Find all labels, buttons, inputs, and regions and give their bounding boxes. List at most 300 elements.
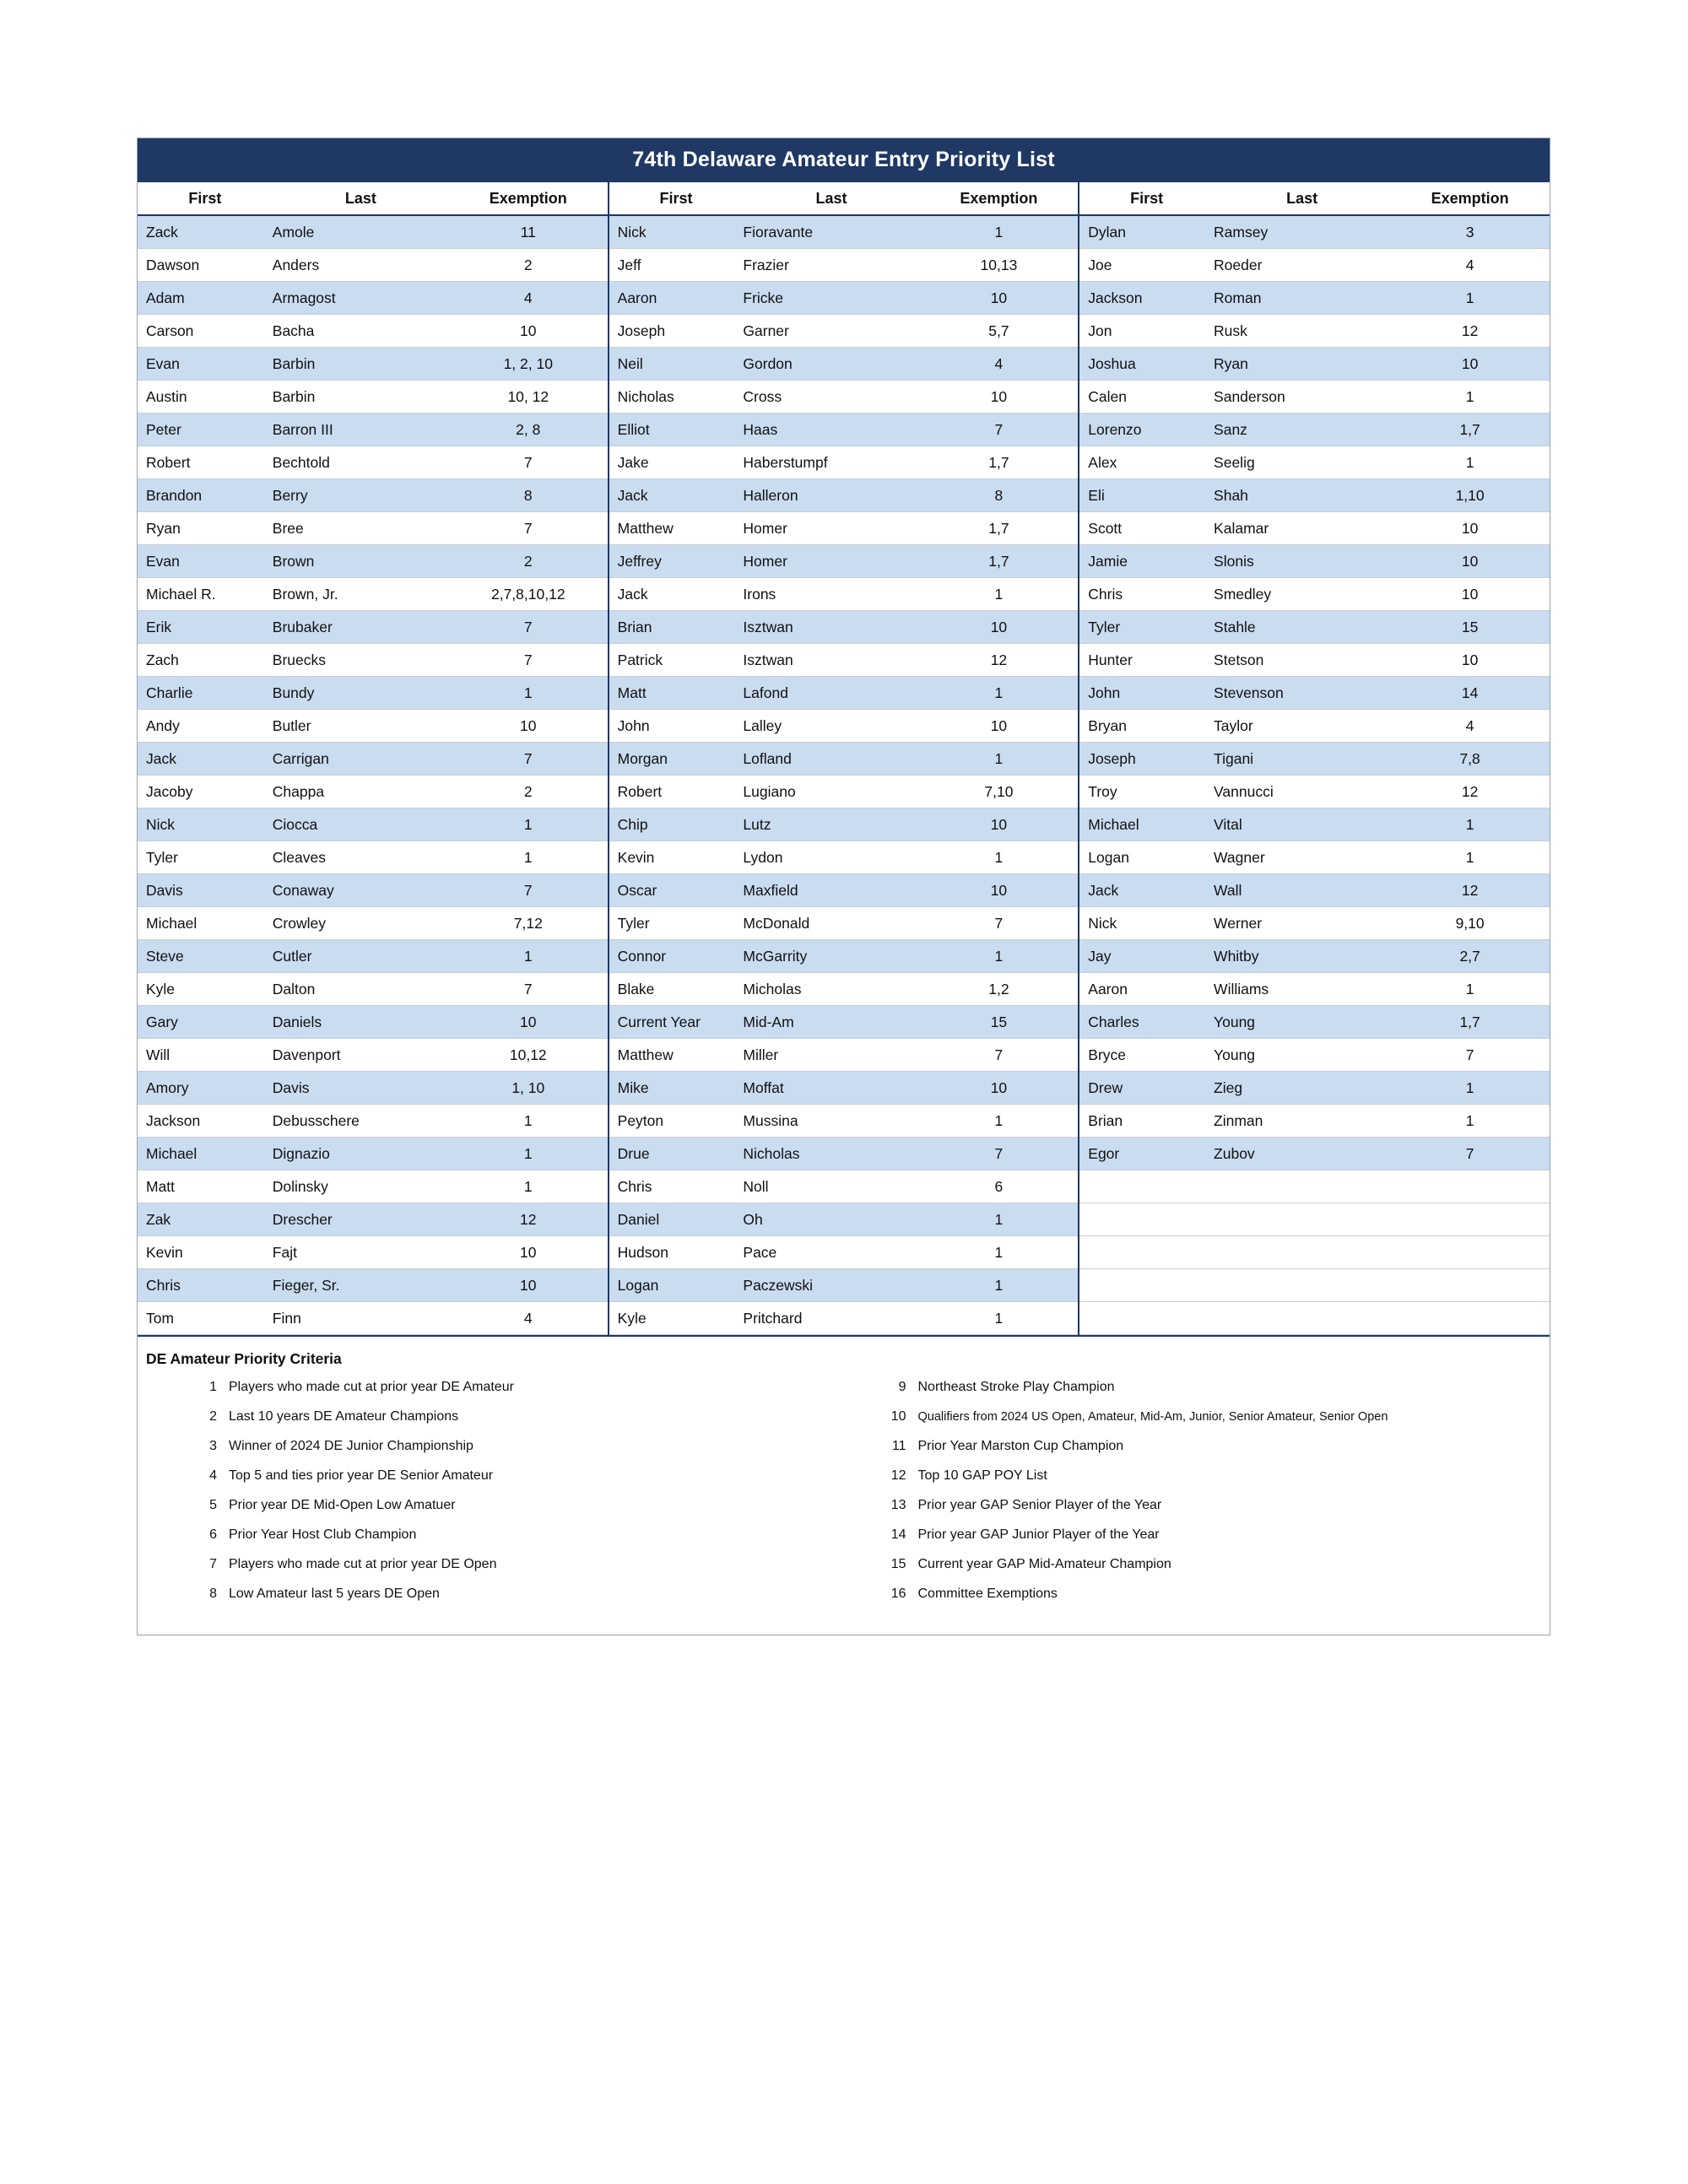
criteria-text: Prior Year Host Club Champion bbox=[229, 1527, 417, 1542]
cell-exemption: 15 bbox=[1390, 611, 1550, 644]
cell-first-name: Matthew bbox=[609, 512, 735, 545]
cell-last-name: Frazier bbox=[734, 249, 919, 282]
cell-first-name: Joseph bbox=[609, 315, 735, 348]
cell-exemption: 4 bbox=[920, 348, 1079, 381]
cell-exemption: 1 bbox=[1390, 1072, 1550, 1105]
table-row bbox=[138, 1072, 1550, 1105]
criteria-text: Prior year GAP Junior Player of the Year bbox=[917, 1527, 1160, 1542]
col-header-first-1: First bbox=[138, 182, 264, 215]
table-row bbox=[138, 1170, 1550, 1203]
table-row bbox=[138, 776, 1550, 808]
cell-first-name: Joshua bbox=[1079, 348, 1205, 381]
cell-first-name: Austin bbox=[138, 381, 264, 414]
criteria-number: 16 bbox=[890, 1587, 906, 1601]
cell-exemption: 1,7 bbox=[1390, 1006, 1550, 1039]
cell-exemption: 7,12 bbox=[449, 907, 609, 940]
cell-last-name: Berry bbox=[264, 479, 449, 512]
table-row bbox=[138, 644, 1550, 677]
col-header-exemption-3: Exemption bbox=[1390, 182, 1550, 215]
cell-last-name: Tigani bbox=[1205, 743, 1390, 776]
cell-exemption: 7 bbox=[449, 512, 609, 545]
criteria-item bbox=[188, 1527, 844, 1543]
cell-last-name: Anders bbox=[264, 249, 449, 282]
cell-first-name: Erik bbox=[138, 611, 264, 644]
cell-exemption: 4 bbox=[1390, 249, 1550, 282]
cell-first-name: Logan bbox=[609, 1269, 735, 1302]
cell-first-name: Brian bbox=[609, 611, 735, 644]
cell-first-name: Egor bbox=[1079, 1138, 1205, 1170]
cell-first-name: Chris bbox=[1079, 578, 1205, 611]
cell-exemption: 2 bbox=[449, 776, 609, 808]
cell-last-name: Mussina bbox=[734, 1105, 919, 1138]
criteria-number: 11 bbox=[891, 1439, 906, 1453]
criteria-text: Low Amateur last 5 years DE Open bbox=[229, 1587, 440, 1601]
cell-exemption: 10 bbox=[920, 710, 1079, 743]
cell-last-name: Lutz bbox=[734, 808, 919, 841]
cell-last-name: Barbin bbox=[264, 348, 449, 381]
col-header-exemption-2: Exemption bbox=[920, 182, 1079, 215]
cell-first-name: Zack bbox=[138, 215, 264, 249]
cell-exemption: 10 bbox=[920, 611, 1079, 644]
cell-first-name: Zach bbox=[138, 644, 264, 677]
table-header-row bbox=[138, 182, 1550, 215]
cell-exemption: 7 bbox=[449, 611, 609, 644]
cell-exemption: 8 bbox=[920, 479, 1079, 512]
cell-last-name: Bacha bbox=[264, 315, 449, 348]
cell-last-name: Brown, Jr. bbox=[264, 578, 449, 611]
cell-exemption: 10 bbox=[1390, 578, 1550, 611]
cell-exemption: 4 bbox=[1390, 710, 1550, 743]
cell-last-name: Conaway bbox=[264, 874, 449, 907]
criteria-text: Committee Exemptions bbox=[917, 1587, 1058, 1601]
cell-exemption: 1 bbox=[1390, 282, 1550, 315]
cell-exemption: 1 bbox=[920, 1269, 1079, 1302]
criteria-number: 10 bbox=[890, 1409, 906, 1424]
table-row bbox=[138, 1203, 1550, 1236]
cell-exemption: 1, 2, 10 bbox=[449, 348, 609, 381]
cell-exemption: 7 bbox=[920, 1039, 1079, 1072]
cell-last-name: Homer bbox=[734, 512, 919, 545]
cell-last-name: Vital bbox=[1205, 808, 1390, 841]
table-row bbox=[138, 677, 1550, 710]
criteria-number: 15 bbox=[890, 1557, 906, 1571]
criteria-item bbox=[878, 1409, 1550, 1424]
table-row bbox=[138, 446, 1550, 479]
cell-last-name: Gordon bbox=[734, 348, 919, 381]
cell-first-name: Jackson bbox=[1079, 282, 1205, 315]
cell-first-name: John bbox=[1079, 677, 1205, 710]
cell-exemption: 10 bbox=[1390, 545, 1550, 578]
cell-first-name: Jack bbox=[609, 479, 735, 512]
cell-first-name: Matt bbox=[138, 1170, 264, 1203]
cell-first-name: Robert bbox=[138, 446, 264, 479]
cell-exemption: 7 bbox=[920, 1138, 1079, 1170]
cell-first-name: Brian bbox=[1079, 1105, 1205, 1138]
cell-exemption: 10,13 bbox=[920, 249, 1079, 282]
cell-last-name: Taylor bbox=[1205, 710, 1390, 743]
cell-first-name: Alex bbox=[1079, 446, 1205, 479]
cell-last-name: Amole bbox=[264, 215, 449, 249]
cell-first-name: Jack bbox=[138, 743, 264, 776]
criteria-item bbox=[878, 1557, 1550, 1572]
table-row bbox=[138, 743, 1550, 776]
cell-last-name: Ramsey bbox=[1205, 215, 1390, 249]
cell-first-name: Steve bbox=[138, 940, 264, 973]
cell-last-name: Micholas bbox=[734, 973, 919, 1006]
col-header-first-2: First bbox=[609, 182, 735, 215]
cell-last-name: Young bbox=[1205, 1006, 1390, 1039]
cell-exemption: 10 bbox=[1390, 644, 1550, 677]
cell-exemption: 7 bbox=[920, 414, 1079, 446]
cell-last-name: Ciocca bbox=[264, 808, 449, 841]
cell-empty bbox=[1079, 1302, 1205, 1335]
cell-last-name: Barron III bbox=[264, 414, 449, 446]
table-row bbox=[138, 841, 1550, 874]
criteria-number: 13 bbox=[890, 1498, 906, 1512]
cell-first-name: Chris bbox=[138, 1269, 264, 1302]
cell-empty bbox=[1079, 1203, 1205, 1236]
criteria-text: Top 5 and ties prior year DE Senior Amateur bbox=[229, 1468, 494, 1483]
col-header-last-3: Last bbox=[1205, 182, 1390, 215]
criteria-number: 9 bbox=[898, 1380, 906, 1394]
table-row bbox=[138, 808, 1550, 841]
cell-last-name: Fieger, Sr. bbox=[264, 1269, 449, 1302]
criteria-item bbox=[188, 1557, 844, 1572]
cell-first-name: Jack bbox=[1079, 874, 1205, 907]
cell-exemption: 12 bbox=[920, 644, 1079, 677]
cell-exemption: 2 bbox=[449, 545, 609, 578]
cell-exemption: 1 bbox=[449, 808, 609, 841]
cell-exemption: 11 bbox=[449, 215, 609, 249]
criteria-text: Prior year GAP Senior Player of the Year bbox=[917, 1498, 1162, 1512]
cell-first-name: Joe bbox=[1079, 249, 1205, 282]
table-row bbox=[138, 1105, 1550, 1138]
cell-exemption: 10 bbox=[449, 710, 609, 743]
cell-last-name: Lalley bbox=[734, 710, 919, 743]
cell-first-name: Jake bbox=[609, 446, 735, 479]
cell-first-name: Jamie bbox=[1079, 545, 1205, 578]
criteria-text: Players who made cut at prior year DE Amateur bbox=[229, 1380, 514, 1394]
cell-exemption: 10 bbox=[920, 381, 1079, 414]
criteria-item bbox=[878, 1380, 1550, 1395]
cell-last-name: Mid-Am bbox=[734, 1006, 919, 1039]
table-row bbox=[138, 479, 1550, 512]
table-row bbox=[138, 1236, 1550, 1269]
cell-last-name: Lafond bbox=[734, 677, 919, 710]
cell-exemption: 9,10 bbox=[1390, 907, 1550, 940]
cell-exemption: 1 bbox=[920, 1105, 1079, 1138]
cell-exemption: 7 bbox=[449, 446, 609, 479]
criteria-text: Last 10 years DE Amateur Champions bbox=[229, 1409, 459, 1424]
cell-exemption: 10 bbox=[1390, 348, 1550, 381]
criteria-text: Qualifiers from 2024 US Open, Amateur, Mid-Am, Junior, Senior Amateur, Senior Open bbox=[917, 1410, 1388, 1424]
cell-last-name: Slonis bbox=[1205, 545, 1390, 578]
cell-exemption: 1 bbox=[920, 1302, 1079, 1335]
cell-first-name: Andy bbox=[138, 710, 264, 743]
table-row bbox=[138, 1138, 1550, 1170]
cell-exemption: 1 bbox=[920, 841, 1079, 874]
criteria-column-left bbox=[138, 1380, 844, 1616]
cell-first-name: Evan bbox=[138, 545, 264, 578]
priority-list-table bbox=[138, 182, 1550, 1335]
cell-first-name: Mike bbox=[609, 1072, 735, 1105]
criteria-heading: DE Amateur Priority Criteria bbox=[146, 1350, 342, 1367]
criteria-item bbox=[878, 1498, 1550, 1513]
cell-first-name: Charlie bbox=[138, 677, 264, 710]
cell-exemption: 7 bbox=[449, 973, 609, 1006]
cell-first-name: Kevin bbox=[138, 1236, 264, 1269]
cell-last-name: Paczewski bbox=[734, 1269, 919, 1302]
cell-first-name: Evan bbox=[138, 348, 264, 381]
cell-first-name: Michael bbox=[1079, 808, 1205, 841]
cell-exemption: 5,7 bbox=[920, 315, 1079, 348]
cell-last-name: Daniels bbox=[264, 1006, 449, 1039]
table-row bbox=[138, 973, 1550, 1006]
cell-first-name: Tyler bbox=[609, 907, 735, 940]
cell-last-name: Bechtold bbox=[264, 446, 449, 479]
cell-exemption: 7 bbox=[449, 644, 609, 677]
cell-first-name: Jeff bbox=[609, 249, 735, 282]
cell-exemption: 10, 12 bbox=[449, 381, 609, 414]
cell-exemption: 1 bbox=[920, 940, 1079, 973]
cell-last-name: Werner bbox=[1205, 907, 1390, 940]
cell-last-name: Ryan bbox=[1205, 348, 1390, 381]
table-row bbox=[138, 874, 1550, 907]
table-row bbox=[138, 348, 1550, 381]
cell-last-name: Wagner bbox=[1205, 841, 1390, 874]
cell-last-name: Rusk bbox=[1205, 315, 1390, 348]
cell-last-name: Homer bbox=[734, 545, 919, 578]
cell-exemption: 4 bbox=[449, 1302, 609, 1335]
cell-first-name: Morgan bbox=[609, 743, 735, 776]
table-row bbox=[138, 940, 1550, 973]
cell-exemption: 7 bbox=[1390, 1039, 1550, 1072]
cell-first-name: Adam bbox=[138, 282, 264, 315]
cell-exemption: 1 bbox=[449, 940, 609, 973]
priority-list-document bbox=[137, 138, 1550, 1635]
cell-first-name: Charles bbox=[1079, 1006, 1205, 1039]
cell-exemption: 12 bbox=[1390, 315, 1550, 348]
cell-last-name: Pace bbox=[734, 1236, 919, 1269]
criteria-number: 7 bbox=[209, 1557, 217, 1571]
cell-last-name: Drescher bbox=[264, 1203, 449, 1236]
cell-exemption: 2 bbox=[449, 249, 609, 282]
criteria-item bbox=[188, 1380, 844, 1395]
cell-first-name: Michael bbox=[138, 907, 264, 940]
cell-last-name: Fajt bbox=[264, 1236, 449, 1269]
table-row bbox=[138, 215, 1550, 249]
cell-first-name: Robert bbox=[609, 776, 735, 808]
cell-last-name: Brown bbox=[264, 545, 449, 578]
cell-empty bbox=[1205, 1170, 1390, 1203]
table-row bbox=[138, 381, 1550, 414]
cell-last-name: Lydon bbox=[734, 841, 919, 874]
cell-first-name: Drue bbox=[609, 1138, 735, 1170]
cell-last-name: Kalamar bbox=[1205, 512, 1390, 545]
criteria-item bbox=[878, 1527, 1550, 1543]
cell-empty bbox=[1390, 1203, 1550, 1236]
cell-exemption: 1 bbox=[920, 677, 1079, 710]
cell-first-name: Carson bbox=[138, 315, 264, 348]
cell-last-name: Barbin bbox=[264, 381, 449, 414]
cell-first-name: Joseph bbox=[1079, 743, 1205, 776]
cell-first-name: Blake bbox=[609, 973, 735, 1006]
cell-last-name: Isztwan bbox=[734, 644, 919, 677]
cell-last-name: McGarrity bbox=[734, 940, 919, 973]
cell-last-name: Bundy bbox=[264, 677, 449, 710]
cell-first-name: Troy bbox=[1079, 776, 1205, 808]
criteria-number: 2 bbox=[209, 1409, 217, 1424]
cell-first-name: Aaron bbox=[609, 282, 735, 315]
col-header-last-2: Last bbox=[734, 182, 919, 215]
cell-first-name: Matthew bbox=[609, 1039, 735, 1072]
cell-first-name: Michael bbox=[138, 1138, 264, 1170]
cell-first-name: Zak bbox=[138, 1203, 264, 1236]
cell-exemption: 1 bbox=[920, 743, 1079, 776]
cell-exemption: 1 bbox=[449, 841, 609, 874]
cell-empty bbox=[1205, 1269, 1390, 1302]
cell-empty bbox=[1390, 1170, 1550, 1203]
cell-exemption: 3 bbox=[1390, 215, 1550, 249]
cell-last-name: Pritchard bbox=[734, 1302, 919, 1335]
cell-last-name: Brubaker bbox=[264, 611, 449, 644]
cell-last-name: Crowley bbox=[264, 907, 449, 940]
cell-last-name: Finn bbox=[264, 1302, 449, 1335]
table-body bbox=[138, 215, 1550, 1335]
cell-empty bbox=[1205, 1302, 1390, 1335]
cell-first-name: Jacoby bbox=[138, 776, 264, 808]
cell-exemption: 1 bbox=[449, 677, 609, 710]
cell-first-name: Jay bbox=[1079, 940, 1205, 973]
cell-first-name: Ryan bbox=[138, 512, 264, 545]
cell-last-name: Dolinsky bbox=[264, 1170, 449, 1203]
criteria-number: 3 bbox=[209, 1439, 217, 1453]
cell-exemption: 7,8 bbox=[1390, 743, 1550, 776]
criteria-item bbox=[878, 1439, 1550, 1454]
cell-last-name: Cross bbox=[734, 381, 919, 414]
cell-last-name: Miller bbox=[734, 1039, 919, 1072]
cell-last-name: Stetson bbox=[1205, 644, 1390, 677]
cell-last-name: Dignazio bbox=[264, 1138, 449, 1170]
cell-first-name: Peyton bbox=[609, 1105, 735, 1138]
cell-first-name: Eli bbox=[1079, 479, 1205, 512]
cell-first-name: Dawson bbox=[138, 249, 264, 282]
cell-last-name: Lugiano bbox=[734, 776, 919, 808]
cell-last-name: Roman bbox=[1205, 282, 1390, 315]
cell-first-name: Gary bbox=[138, 1006, 264, 1039]
cell-last-name: Irons bbox=[734, 578, 919, 611]
cell-exemption: 1 bbox=[1390, 446, 1550, 479]
cell-first-name: Nicholas bbox=[609, 381, 735, 414]
cell-last-name: Carrigan bbox=[264, 743, 449, 776]
cell-exemption: 1,7 bbox=[920, 512, 1079, 545]
table-row bbox=[138, 907, 1550, 940]
cell-last-name: Shah bbox=[1205, 479, 1390, 512]
cell-first-name: Drew bbox=[1079, 1072, 1205, 1105]
cell-last-name: Roeder bbox=[1205, 249, 1390, 282]
cell-first-name: Jackson bbox=[138, 1105, 264, 1138]
cell-exemption: 10 bbox=[920, 808, 1079, 841]
cell-first-name: Jon bbox=[1079, 315, 1205, 348]
table-row bbox=[138, 1302, 1550, 1335]
table-row bbox=[138, 1269, 1550, 1302]
criteria-text: Players who made cut at prior year DE Open bbox=[229, 1557, 497, 1571]
cell-exemption: 1 bbox=[920, 215, 1079, 249]
cell-first-name: Amory bbox=[138, 1072, 264, 1105]
cell-last-name: Cutler bbox=[264, 940, 449, 973]
cell-first-name: Connor bbox=[609, 940, 735, 973]
cell-first-name: Jeffrey bbox=[609, 545, 735, 578]
cell-empty bbox=[1079, 1170, 1205, 1203]
cell-exemption: 1 bbox=[449, 1138, 609, 1170]
cell-empty bbox=[1079, 1269, 1205, 1302]
cell-first-name: Will bbox=[138, 1039, 264, 1072]
cell-first-name: Bryce bbox=[1079, 1039, 1205, 1072]
table-row bbox=[138, 1006, 1550, 1039]
cell-exemption: 7 bbox=[920, 907, 1079, 940]
cell-first-name: Michael R. bbox=[138, 578, 264, 611]
criteria-number: 4 bbox=[209, 1468, 217, 1483]
cell-last-name: Wall bbox=[1205, 874, 1390, 907]
cell-exemption: 1 bbox=[920, 1236, 1079, 1269]
table-row bbox=[138, 611, 1550, 644]
cell-empty bbox=[1390, 1269, 1550, 1302]
cell-exemption: 2,7 bbox=[1390, 940, 1550, 973]
cell-first-name: Scott bbox=[1079, 512, 1205, 545]
cell-exemption: 1 bbox=[1390, 973, 1550, 1006]
table-row bbox=[138, 315, 1550, 348]
cell-last-name: McDonald bbox=[734, 907, 919, 940]
cell-exemption: 1 bbox=[1390, 1105, 1550, 1138]
cell-exemption: 6 bbox=[920, 1170, 1079, 1203]
criteria-item bbox=[878, 1587, 1550, 1602]
cell-empty bbox=[1390, 1302, 1550, 1335]
cell-exemption: 1 bbox=[920, 578, 1079, 611]
cell-last-name: Bruecks bbox=[264, 644, 449, 677]
criteria-column-right bbox=[844, 1380, 1550, 1616]
cell-first-name: Davis bbox=[138, 874, 264, 907]
cell-exemption: 10 bbox=[449, 1269, 609, 1302]
cell-first-name: Kevin bbox=[609, 841, 735, 874]
cell-exemption: 10 bbox=[920, 874, 1079, 907]
criteria-number: 8 bbox=[209, 1587, 217, 1601]
cell-exemption: 10 bbox=[449, 315, 609, 348]
cell-last-name: Stevenson bbox=[1205, 677, 1390, 710]
cell-last-name: Bree bbox=[264, 512, 449, 545]
cell-last-name: Smedley bbox=[1205, 578, 1390, 611]
criteria-section bbox=[138, 1335, 1550, 1635]
cell-last-name: Zinman bbox=[1205, 1105, 1390, 1138]
cell-exemption: 1,7 bbox=[920, 545, 1079, 578]
cell-last-name: Cleaves bbox=[264, 841, 449, 874]
cell-first-name: Calen bbox=[1079, 381, 1205, 414]
cell-first-name: Dylan bbox=[1079, 215, 1205, 249]
criteria-item bbox=[188, 1439, 844, 1454]
cell-first-name: John bbox=[609, 710, 735, 743]
cell-exemption: 10 bbox=[920, 1072, 1079, 1105]
cell-last-name: Chappa bbox=[264, 776, 449, 808]
cell-first-name: Patrick bbox=[609, 644, 735, 677]
cell-first-name: Logan bbox=[1079, 841, 1205, 874]
col-header-exemption-1: Exemption bbox=[449, 182, 609, 215]
cell-exemption: 1 bbox=[1390, 841, 1550, 874]
cell-last-name: Nicholas bbox=[734, 1138, 919, 1170]
cell-empty bbox=[1390, 1236, 1550, 1269]
cell-exemption: 10,12 bbox=[449, 1039, 609, 1072]
cell-last-name: Armagost bbox=[264, 282, 449, 315]
table-row bbox=[138, 710, 1550, 743]
criteria-item bbox=[188, 1498, 844, 1513]
